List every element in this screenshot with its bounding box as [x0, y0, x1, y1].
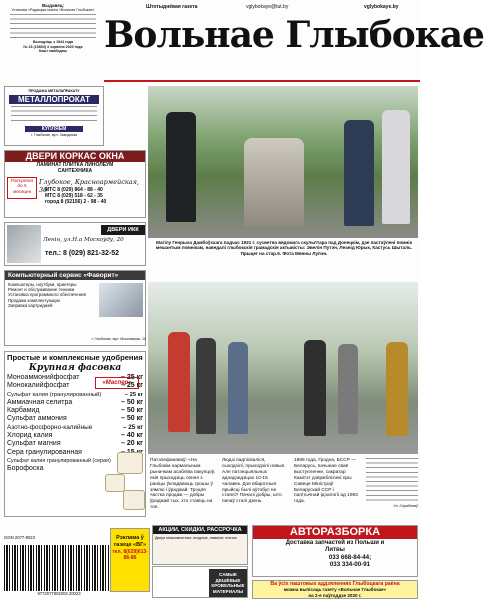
- person-figure: [386, 342, 408, 436]
- subscription-line1: Ва ўсіх паштовых аддзяленнях Глыбоцкага раёна: [270, 581, 400, 587]
- fertilizer-ad: [4, 351, 146, 517]
- auto-ad-phone2: 033 334-00-91: [329, 561, 371, 568]
- fertilizer-item: Азотно-фосфорно-калийные – 25 кг: [7, 423, 143, 431]
- yellow-ad-phone: тел. 8(029)613-86-86: [112, 549, 148, 562]
- fertilizer-item: Карбамид – 50 кг: [7, 407, 143, 415]
- article-column-extra: [366, 458, 418, 518]
- doors-ad-address: Глубокое, Красноармейская, 36: [39, 178, 139, 194]
- article-column: Людзі падпісваліся, сыходзілі, прыходзілі новыя. Але патэнцыяльных аднадзедзіцах 10-15 чалавек. Дзе вбаротныя прыйсці былі аўтобус не стаялі? Пачалі добры, што пачаў сталі дзень.: [222, 458, 286, 505]
- roof-ad-text: САМЫЕ ДЕШЁВЫЕ КРОВЕЛЬНЫЕ МАТЕРИАЛЫ: [209, 569, 247, 597]
- doors-ad-phone2: МТС 8 (029) 518 - 62 - 35: [45, 193, 103, 199]
- masthead-rule: [104, 80, 420, 82]
- fertilizer-item: Сульфат аммония – 50 кг: [7, 415, 143, 423]
- subscription-banner: [252, 580, 418, 599]
- person-figure: [338, 344, 358, 434]
- lenin-ad-addr: Ленін, ул.Н.а Москоўду, 20: [43, 237, 124, 243]
- monument-stone: [244, 138, 304, 226]
- person-figure: [168, 332, 190, 432]
- computer-ad-image: [99, 283, 143, 317]
- subscription-line2: можна выпісаць газету «Вольнае Глыбокае»: [283, 587, 387, 592]
- computer-ad-item: Ремонт и обслуживание техники: [8, 287, 75, 293]
- publisher-box: [4, 3, 102, 83]
- computer-ad-item: Продажа комплектующих: [8, 297, 61, 303]
- computer-ad: [4, 270, 146, 346]
- fertilizer-sack-image: [117, 452, 143, 474]
- computer-ad-item: Установка программного обеспечения: [8, 292, 86, 298]
- fertilizer-sack-image: [105, 474, 125, 492]
- auto-ad: [252, 525, 418, 577]
- masthead-email: vglybokaye@tut.by: [246, 4, 289, 10]
- fertilizer-subtitle: Крупная фасовка: [28, 363, 122, 373]
- computer-ad-address: г. Глыбокае, вул. Московская, 10: [91, 337, 146, 341]
- barcode: [4, 545, 112, 591]
- fertilizer-title: Простые и комплексные удобрения: [7, 353, 143, 362]
- sale-ad-title: АКЦИИ, СКИДКИ, РАССРОЧКА: [153, 526, 247, 534]
- fertilizer-item: Хлорид калия – 40 кг: [7, 432, 143, 440]
- doors-ad-badge: Рассрочка до 5 месяцев: [7, 177, 37, 199]
- auto-ad-sub: Доставка запчастей из Польши и Литвы: [285, 540, 385, 553]
- auto-ad-title: АВТОРАЗБОРКА: [253, 526, 417, 539]
- person-figure: [166, 112, 196, 222]
- computer-ad-item: Компьютеры, ноутбуки, принтеры: [8, 282, 77, 287]
- doors-ad-title: ДВЕРИ КОРКАС ОКНА: [5, 151, 145, 162]
- article-credit: Ул. Сярабежэў: [393, 504, 418, 508]
- person-figure: [344, 120, 374, 226]
- fertilizer-item: Борофоска: [7, 465, 44, 473]
- doors-ad-line2: САНТЕХНИКА: [57, 168, 93, 174]
- person-figure: [196, 338, 216, 434]
- fertilizer-item: Аммиачная селитра – 50 кг: [7, 398, 143, 406]
- yellow-ad-title: Рэклама ў газеце «ВГ»: [113, 535, 147, 548]
- fertilizer-item: Сера гранулированная: [7, 448, 82, 456]
- lenin-ad-photo: [7, 225, 41, 263]
- yellow-ad: [110, 528, 150, 592]
- doors-ad: [4, 150, 146, 218]
- subscription-line3: на 2-е паўгоддзе 2020 г.: [308, 592, 362, 598]
- metal-ad-top: ПРОДАЖА МЕТАЛАПРАКАТУ: [28, 89, 80, 93]
- article-column: 1965 года, Гродна, БССР — Беларусь, пачынае сваё выступленне, сакратар Камітэт дзяржбяспекі пры Савеце Міністраў Беларускай ССР і палітычнай ідэалогіі ад 1993 года.: [294, 458, 358, 505]
- computer-ad-title: Компьютерный сервис «Фаворит»: [5, 271, 145, 280]
- issn-label: ISSN 2077-8023: [4, 535, 35, 540]
- auto-ad-phone1: 033 668-84-44;: [328, 554, 372, 561]
- masthead-site: vglybokaye.by: [364, 4, 399, 10]
- second-photo: [148, 282, 418, 454]
- fertilizer-badge: «Маспер»: [95, 377, 139, 389]
- doors-ad-phone3: город 8 (02156) 2 - 98 - 40: [45, 199, 107, 205]
- computer-ad-item: Заправка картриджей: [8, 302, 53, 308]
- masthead-title: Вольнае Глыбокае: [104, 14, 484, 56]
- issue-number: № 23 (10804) 4 чэрвеня 2020 года: [23, 44, 83, 49]
- fertilizer-item: Сульфат магния – 20 кг: [7, 440, 143, 448]
- sale-ad-text: Двери межкомнатные, входные, ламинат, плитка: [155, 536, 237, 540]
- founded-text: Выходзіць з 1944 года: [33, 40, 73, 45]
- fertilizer-item: Сульфат калия гранулированный (серая): [7, 457, 111, 464]
- lead-caption: Магілу Генрыха Дамбоўскага падчас 1931 г. сусветна вядомага скульптара пад Донецкім, дзе пастаўлені помнік мешантым помнікам, наведалі глыбокскія грамадскія актывісты: Эвелін Путэн, Леанід Юрык, Кастусь Шыталь. Прыцег на стар.5. Фота Мянны Лупэн.: [155, 240, 413, 256]
- fertilizer-item: Моноаммонийфосфат – 25 кг: [7, 374, 143, 381]
- masthead-kicker: Штотыднёвая газета: [146, 4, 198, 10]
- metal-ad: [4, 86, 104, 146]
- fertilizer-item: Сульфат калия (гранулированный) – 25 кг: [7, 391, 143, 398]
- barcode-digits: 9772077802003 20023: [37, 591, 81, 596]
- person-figure: [228, 342, 248, 434]
- fertilizer-item: Монокалийфосфат – 25 кг: [7, 382, 143, 390]
- lenin-ad-title: ДВЕРИ ИКК: [101, 225, 145, 235]
- doors-ad-phones: [45, 187, 147, 205]
- person-figure: [382, 110, 410, 224]
- roof-ad: [152, 566, 248, 598]
- metal-ad-sub: КУПЛЯЕМ: [25, 126, 83, 132]
- metal-ad-name: МЕТАЛЛОПРОКАТ: [9, 95, 99, 104]
- fertilizer-sack-image: [123, 490, 145, 510]
- publisher-text: Установа «Рэдакцыя газеты «Вольнае Глыбокае»: [11, 8, 95, 12]
- sale-ad: [152, 525, 248, 565]
- person-figure: [304, 340, 326, 436]
- lenin-ad: [4, 222, 146, 266]
- lenin-ad-phone: тел.: 8 (029) 821-32-52: [45, 250, 120, 257]
- metal-ad-contact: г. Глыбокае, вул. Заводская: [30, 133, 78, 138]
- lead-photo: [148, 86, 418, 238]
- issue-price: Кошт свабодны: [38, 49, 68, 54]
- doors-ad-phone1: МТС 8 (029) 864 - 88 - 40: [45, 187, 103, 193]
- article-column: Патэлефанаваў: «На Глыбокім нармальным рыначкам асабліва пакупцоў, якія прыходзіць сёння з раніцы ўкладваюць грошы ў зямлю і ўраджай. Трэцяя частка продаж — добры ўраджай тых, хто ставіць на тое.: [150, 458, 215, 511]
- publisher-label: Выдавец:: [42, 3, 64, 8]
- doors-ad-line1: ЛАМИНАТ ПЛИТКА ЛИНОЛЕУМ: [36, 162, 114, 168]
